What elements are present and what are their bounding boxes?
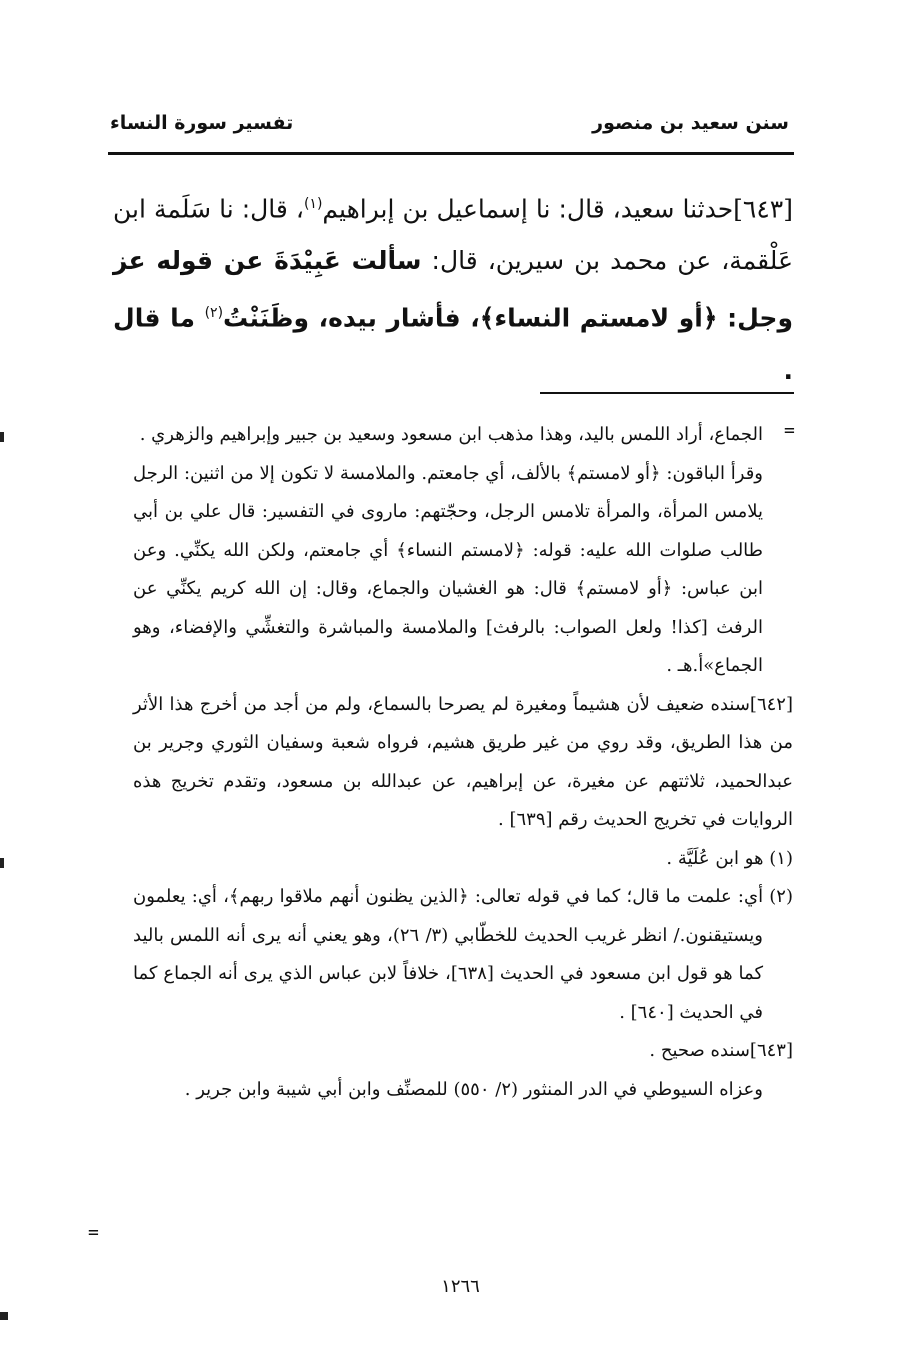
note-takhrij-643: [٦٤٣]سنده صحيح . [649, 1040, 793, 1061]
bottom-continuation-marker: = [88, 1222, 99, 1243]
hadith-text-part2: ، قال: نا سَلَمة ابن عَلْقمة، عن محمد بن سيرين، قال: [113, 194, 794, 276]
running-header-section: تفسير سورة النساء [110, 112, 294, 134]
footnote-1: (١) هو ابن عُلَيَّة . [666, 847, 793, 869]
page-number: ١٢٦٦ [441, 1276, 480, 1297]
hadith-text-part1: حدثنا سعيد، قال: نا إسماعيل بن إبراهيم [322, 194, 734, 224]
note-continued-2: وقرأ الباقون: ﴿أو لامستم﴾ بالألف، أي جامعتم. والملامسة لا تكون إلا من اثنين: الرجل يلامس المرأة، والمرأة تلامس الرجل، وحجّتهم: ماروى في التفسير: قال علي بن أبي طالب صلوات الله عليه: قوله: ﴿لامستم النساء﴾ أي جامعتم، ولكن الله يكنِّي. وعن ابن عباس: ﴿أو لامستم﴾ قال: هو الغشيان والجماع، وقال: إن الله كريم يكنِّي عن الرفث [كذا! ولعل الصواب: بالرفث] والملامسة والمباشرة والتغشِّي والإفضاء، وهو الجماع»أ.هـ . [133, 462, 763, 676]
note-continued-1: الجماع، أراد اللمس باليد، وهذا مذهب ابن مسعود وسعيد بن جبير وإبراهيم والزهري . [139, 424, 763, 445]
header-rule [108, 152, 794, 155]
hadith-number: [٦٤٣] [733, 194, 793, 224]
hadith-bold-part1: سألت عَبِيْدَةَ عن قوله عز وجل: ﴿أو لامستم النساء﴾، فأشار بيده، وظَنَنْتُ [113, 246, 793, 333]
footnote-ref-2: (٢) [204, 305, 224, 322]
hadith-text [113, 178, 793, 397]
scan-mark [0, 858, 4, 868]
continuation-marker: = [784, 420, 795, 441]
note-takhrij-643-source: وعزاه السيوطي في الدر المنثور (٢/ ٥٥٠) للمصنِّف وابن أبي شيبة وابن جرير . [184, 1078, 763, 1100]
hadith-bold-part2: ما قال . [113, 303, 793, 385]
scan-mark [0, 432, 4, 442]
footnote-2: (٢) أي: علمت ما قال؛ كما في قوله تعالى: ﴿الذين يظنون أنهم ملاقوا ربهم﴾، أي: يعلمون ويستيقنون./ انظر غريب الحديث للخطّابي (٣/ ٢٦)، وهو يعني أنه يرى أنه اللمس باليد كما هو قول ابن مسعود في الحديث [٦٣٨]، خلافاً لابن عباس الذي يرى أنه الجماع كما في الحديث [٦٤٠] . [133, 886, 793, 1023]
notes-separator [540, 392, 794, 394]
footnote-ref-1: (١) [303, 196, 323, 212]
running-header-book: سنن سعيد بن منصور [592, 112, 789, 134]
note-takhrij-642: [٦٤٢]سنده ضعيف لأن هشيماً ومغيرة لم يصرحا بالسماع، ولم من أجد من أخرج هذا الأثر من هذا الطريق، وقد روي من غير طريق هشيم، فرواه شعبة وسفيان الثوري وجرير بن عبدالحميد، ثلاثتهم عن مغيرة، عن إبراهيم، عن عبدالله بن مسعود، وتقدم تخريج هذه الروايات في تخريج الحديث رقم [٦٣٩] . [133, 693, 793, 830]
scan-mark [0, 1312, 8, 1320]
footnotes [133, 416, 793, 1109]
